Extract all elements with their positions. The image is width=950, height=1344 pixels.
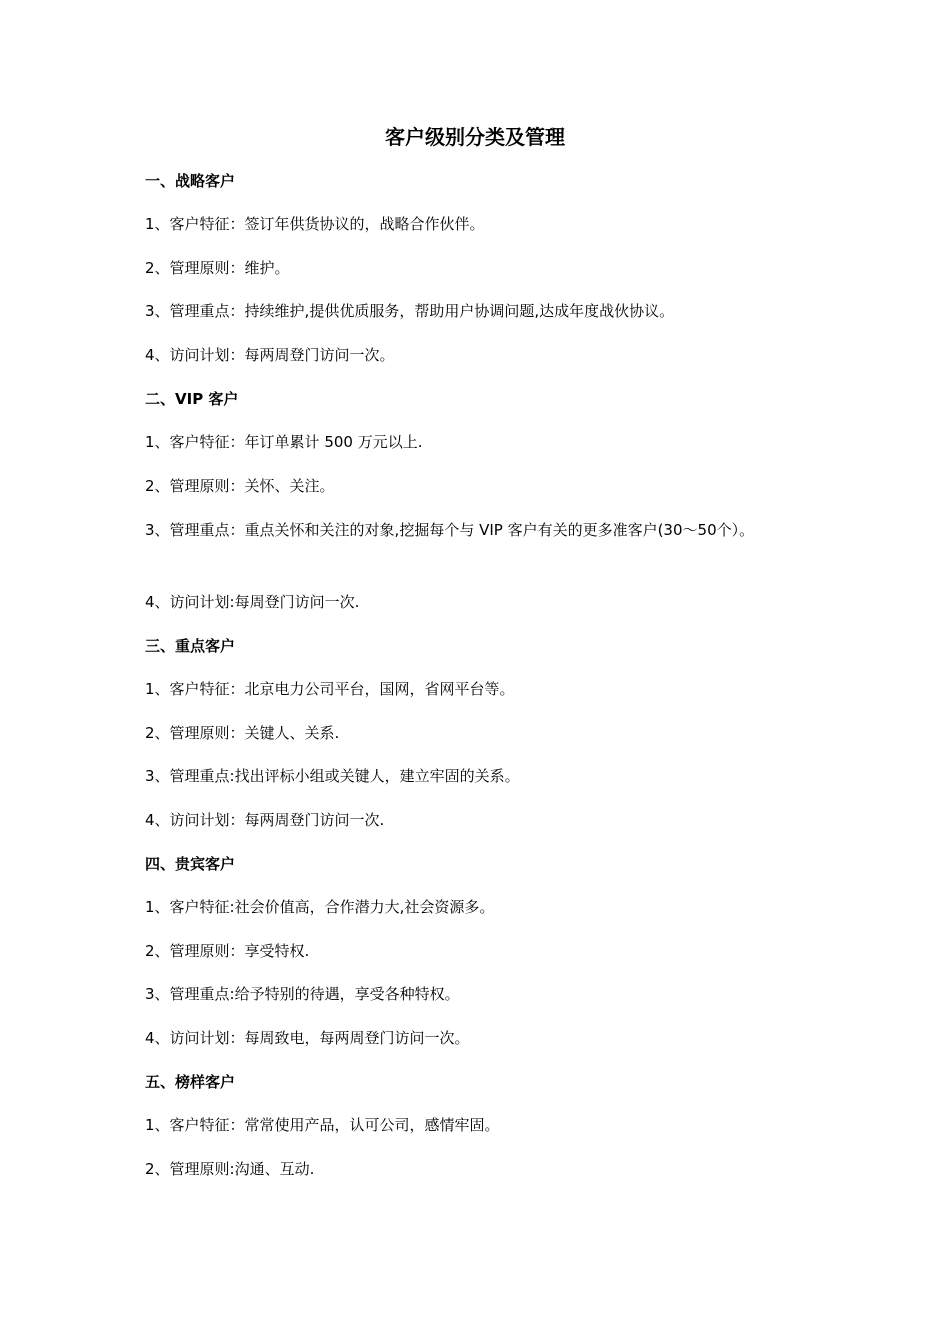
paragraph: 3、管理重点:给予特别的待遇，享受各种特权。 <box>145 985 460 1003</box>
section-heading-key: 三、重点客户 <box>145 637 236 655</box>
paragraph: 1、客户特征：北京电力公司平台，国网，省网平台等。 <box>145 680 515 698</box>
paragraph: 1、客户特征：签订年供货协议的，战略合作伙伴。 <box>145 215 485 233</box>
paragraph: 1、客户特征：年订单累计 500 万元以上. <box>145 433 423 451</box>
paragraph: 1、客户特征：常常使用产品，认可公司，感情牢固。 <box>145 1116 500 1134</box>
paragraph: 4、访问计划：每两周登门访问一次. <box>145 811 385 829</box>
paragraph: 3、管理重点：重点关怀和关注的对象,挖掘每个与 VIP 客户有关的更多准客户(30～50个）。 <box>145 521 755 539</box>
paragraph: 3、管理重点:找出评标小组或关键人，建立牢固的关系。 <box>145 767 520 785</box>
paragraph: 2、管理原则：享受特权. <box>145 942 310 960</box>
paragraph: 2、管理原则：维护。 <box>145 259 290 277</box>
section-heading-strategic: 一、战略客户 <box>145 172 236 190</box>
paragraph: 4、访问计划:每周登门访问一次. <box>145 593 360 611</box>
paragraph: 2、管理原则:沟通、互动. <box>145 1160 315 1178</box>
paragraph: 2、管理原则：关键人、关系. <box>145 724 340 742</box>
section-heading-model: 五、榜样客户 <box>145 1073 236 1091</box>
section-heading-vip: 二、VIP 客户 <box>145 390 239 408</box>
section-heading-honored: 四、贵宾客户 <box>145 855 236 873</box>
paragraph: 4、访问计划：每周致电，每两周登门访问一次。 <box>145 1029 470 1047</box>
paragraph: 4、访问计划：每两周登门访问一次。 <box>145 346 395 364</box>
paragraph: 3、管理重点：持续维护,提供优质服务，帮助用户协调问题,达成年度战伙协议。 <box>145 302 675 320</box>
paragraph: 1、客户特征:社会价值高，合作潜力大,社会资源多。 <box>145 898 495 916</box>
paragraph: 2、管理原则：关怀、关注。 <box>145 477 335 495</box>
document-title: 客户级别分类及管理 <box>385 125 565 149</box>
